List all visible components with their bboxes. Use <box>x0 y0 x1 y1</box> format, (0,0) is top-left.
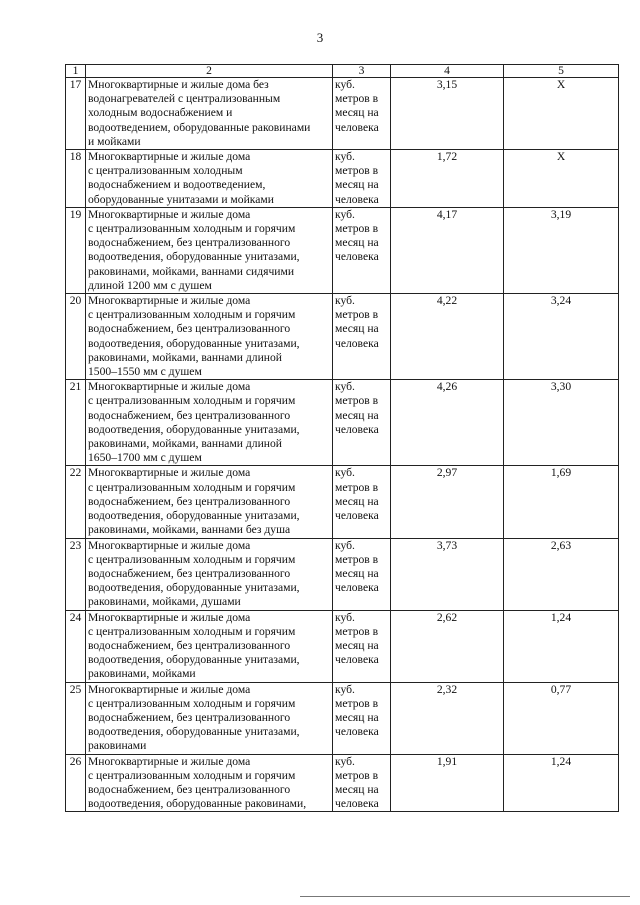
description-cell <box>86 610 333 682</box>
description-line: Многоквартирные и жилые дома <box>88 380 251 394</box>
unit-cell <box>333 610 391 682</box>
description-cell <box>86 78 333 150</box>
unit-line: месяц на <box>335 782 379 796</box>
header-cell: 5 <box>504 65 619 78</box>
row-number-cell: 21 <box>66 380 86 466</box>
unit-line: месяц на <box>335 236 379 250</box>
value-column-5-cell: 1,69 <box>504 466 619 538</box>
header-cell: 4 <box>391 65 504 78</box>
value-column-5-cell: 3,24 <box>504 294 619 380</box>
value-column-5-cell: 1,24 <box>504 610 619 682</box>
unit-line: человека <box>335 797 379 811</box>
value-column-4-cell: 4,26 <box>391 380 504 466</box>
unit-line: человека <box>335 725 379 739</box>
description-line: с централизованным холодным и горячим <box>88 480 296 494</box>
description-line: Многоквартирные и жилые дома <box>88 207 251 221</box>
unit-line: метров в <box>335 394 379 408</box>
unit-line: метров в <box>335 92 379 106</box>
description-cell <box>86 538 333 610</box>
description-line: с централизованным холодным и горячим <box>88 768 296 782</box>
description-line: водоснабжением, без централизованного <box>88 782 291 796</box>
row-number-cell: 26 <box>66 754 86 812</box>
description-line: водоотведения, оборудованные раковинами, <box>88 797 307 811</box>
header-cell: 2 <box>86 65 333 78</box>
unit-line: человека <box>335 422 379 436</box>
description-line: и мойками <box>88 134 141 148</box>
unit-line: месяц на <box>335 178 379 192</box>
unit-line: метров в <box>335 768 379 782</box>
description-line: Многоквартирные и жилые дома <box>88 538 251 552</box>
unit-line: человека <box>335 336 379 350</box>
unit-line: куб. <box>335 682 355 696</box>
table-row <box>66 610 619 682</box>
row-number-cell: 17 <box>66 78 86 150</box>
unit-cell <box>333 466 391 538</box>
description-line: водоснабжением, без централизованного <box>88 638 291 652</box>
description-line: водоснабжением, без централизованного <box>88 566 291 580</box>
unit-line: метров в <box>335 552 379 566</box>
description-line: раковинами, мойками <box>88 667 196 681</box>
table-row <box>66 380 619 466</box>
unit-cell <box>333 207 391 293</box>
value-column-5-cell: X <box>504 78 619 150</box>
unit-line: человека <box>335 192 379 206</box>
unit-line: месяц на <box>335 106 379 120</box>
footer-rule <box>300 896 630 897</box>
value-column-5-cell: 3,19 <box>504 207 619 293</box>
description-line: водоотведением, оборудованные раковинами <box>88 120 311 134</box>
unit-line: человека <box>335 581 379 595</box>
value-column-4-cell: 2,32 <box>391 682 504 754</box>
unit-line: метров в <box>335 222 379 236</box>
value-column-4-cell: 3,15 <box>391 78 504 150</box>
consumption-norms-table <box>65 64 619 812</box>
unit-line: куб. <box>335 538 355 552</box>
unit-cell <box>333 380 391 466</box>
description-line: с централизованным холодным и горячим <box>88 624 296 638</box>
table-row <box>66 150 619 208</box>
description-line: с централизованным холодным и горячим <box>88 222 296 236</box>
description-line: водоснабжением, без централизованного <box>88 710 291 724</box>
unit-line: месяц на <box>335 494 379 508</box>
unit-cell <box>333 294 391 380</box>
value-column-5-cell: 2,63 <box>504 538 619 610</box>
header-cell: 3 <box>333 65 391 78</box>
description-line: водоотведения, оборудованные унитазами, <box>88 250 300 264</box>
table-row <box>66 294 619 380</box>
description-line: раковинами, мойками, ваннами длиной <box>88 350 282 364</box>
unit-line: месяц на <box>335 566 379 580</box>
value-column-5-cell: 1,24 <box>504 754 619 812</box>
description-line: водоотведения, оборудованные унитазами, <box>88 581 300 595</box>
description-line: водоснабжением, без централизованного <box>88 494 291 508</box>
value-column-4-cell: 4,22 <box>391 294 504 380</box>
description-line: длиной 1200 мм с душем <box>88 278 212 292</box>
description-line: Многоквартирные и жилые дома <box>88 610 251 624</box>
unit-line: куб. <box>335 380 355 394</box>
unit-line: куб. <box>335 754 355 768</box>
value-column-4-cell: 1,72 <box>391 150 504 208</box>
unit-cell <box>333 682 391 754</box>
row-number-cell: 22 <box>66 466 86 538</box>
description-line: водоотведения, оборудованные унитазами, <box>88 422 300 436</box>
description-cell <box>86 754 333 812</box>
table-row <box>66 78 619 150</box>
unit-line: куб. <box>335 78 355 91</box>
unit-line: куб. <box>335 207 355 221</box>
description-line: раковинами, мойками, ваннами длиной <box>88 437 282 451</box>
description-line: 1650–1700 мм с душем <box>88 451 202 465</box>
description-line: водоотведения, оборудованные унитазами, <box>88 653 300 667</box>
description-line: раковинами, мойками, ваннами сидячими <box>88 264 295 278</box>
row-number-cell: 24 <box>66 610 86 682</box>
unit-cell <box>333 150 391 208</box>
description-line: оборудованные унитазами и мойками <box>88 192 274 206</box>
description-cell <box>86 294 333 380</box>
row-number-cell: 19 <box>66 207 86 293</box>
unit-line: человека <box>335 653 379 667</box>
unit-line: человека <box>335 509 379 523</box>
description-line: Многоквартирные и жилые дома <box>88 150 251 164</box>
value-column-5-cell: 0,77 <box>504 682 619 754</box>
description-line: холодным водоснабжением и <box>88 106 233 120</box>
value-column-5-cell: 3,30 <box>504 380 619 466</box>
unit-line: человека <box>335 250 379 264</box>
value-column-4-cell: 2,62 <box>391 610 504 682</box>
unit-line: месяц на <box>335 710 379 724</box>
description-cell <box>86 207 333 293</box>
unit-line: месяц на <box>335 408 379 422</box>
table-header-row <box>66 65 619 78</box>
row-number-cell: 23 <box>66 538 86 610</box>
unit-line: куб. <box>335 294 355 308</box>
unit-line: метров в <box>335 624 379 638</box>
description-line: водоснабжением и водоотведением, <box>88 178 266 192</box>
description-line: водоотведения, оборудованные унитазами, <box>88 336 300 350</box>
description-line: раковинами <box>88 739 147 753</box>
value-column-4-cell: 2,97 <box>391 466 504 538</box>
description-line: с централизованным холодным и горячим <box>88 308 296 322</box>
description-line: с централизованным холодным <box>88 164 243 178</box>
value-column-5-cell: X <box>504 150 619 208</box>
unit-line: метров в <box>335 308 379 322</box>
unit-line: куб. <box>335 610 355 624</box>
page-number: 3 <box>316 30 324 45</box>
unit-line: куб. <box>335 150 355 164</box>
description-cell <box>86 380 333 466</box>
description-line: Многоквартирные и жилые дома <box>88 754 251 768</box>
unit-line: метров в <box>335 696 379 710</box>
description-line: 1500–1550 мм с душем <box>88 365 202 379</box>
unit-cell <box>333 754 391 812</box>
description-line: с централизованным холодным и горячим <box>88 552 296 566</box>
unit-cell <box>333 78 391 150</box>
description-line: водоотведения, оборудованные унитазами, <box>88 725 300 739</box>
table-row <box>66 207 619 293</box>
table-row <box>66 754 619 812</box>
description-line: с централизованным холодным и горячим <box>88 696 296 710</box>
table-row <box>66 682 619 754</box>
description-line: водоотведения, оборудованные унитазами, <box>88 509 300 523</box>
value-column-4-cell: 1,91 <box>391 754 504 812</box>
header-cell: 1 <box>66 65 86 78</box>
unit-line: метров в <box>335 164 379 178</box>
row-number-cell: 18 <box>66 150 86 208</box>
description-line: водоснабжением, без централизованного <box>88 236 291 250</box>
value-column-4-cell: 3,73 <box>391 538 504 610</box>
unit-line: месяц на <box>335 322 379 336</box>
unit-line: куб. <box>335 466 355 480</box>
description-cell <box>86 682 333 754</box>
value-column-4-cell: 4,17 <box>391 207 504 293</box>
description-line: Многоквартирные и жилые дома <box>88 466 251 480</box>
row-number-cell: 20 <box>66 294 86 380</box>
description-line: раковинами, мойками, душами <box>88 595 241 609</box>
description-line: водонагревателей с централизованным <box>88 92 281 106</box>
description-line: раковинами, мойками, ваннами без душа <box>88 523 291 537</box>
description-line: с централизованным холодным и горячим <box>88 394 296 408</box>
description-line: Многоквартирные и жилые дома <box>88 294 251 308</box>
description-line: Многоквартирные и жилые дома без <box>88 78 269 91</box>
description-line: водоснабжением, без централизованного <box>88 322 291 336</box>
unit-cell <box>333 538 391 610</box>
description-line: водоснабжением, без централизованного <box>88 408 291 422</box>
description-cell <box>86 466 333 538</box>
table-row <box>66 538 619 610</box>
unit-line: месяц на <box>335 638 379 652</box>
description-cell <box>86 150 333 208</box>
table-row <box>66 466 619 538</box>
unit-line: метров в <box>335 480 379 494</box>
unit-line: человека <box>335 120 379 134</box>
row-number-cell: 25 <box>66 682 86 754</box>
description-line: Многоквартирные и жилые дома <box>88 682 251 696</box>
